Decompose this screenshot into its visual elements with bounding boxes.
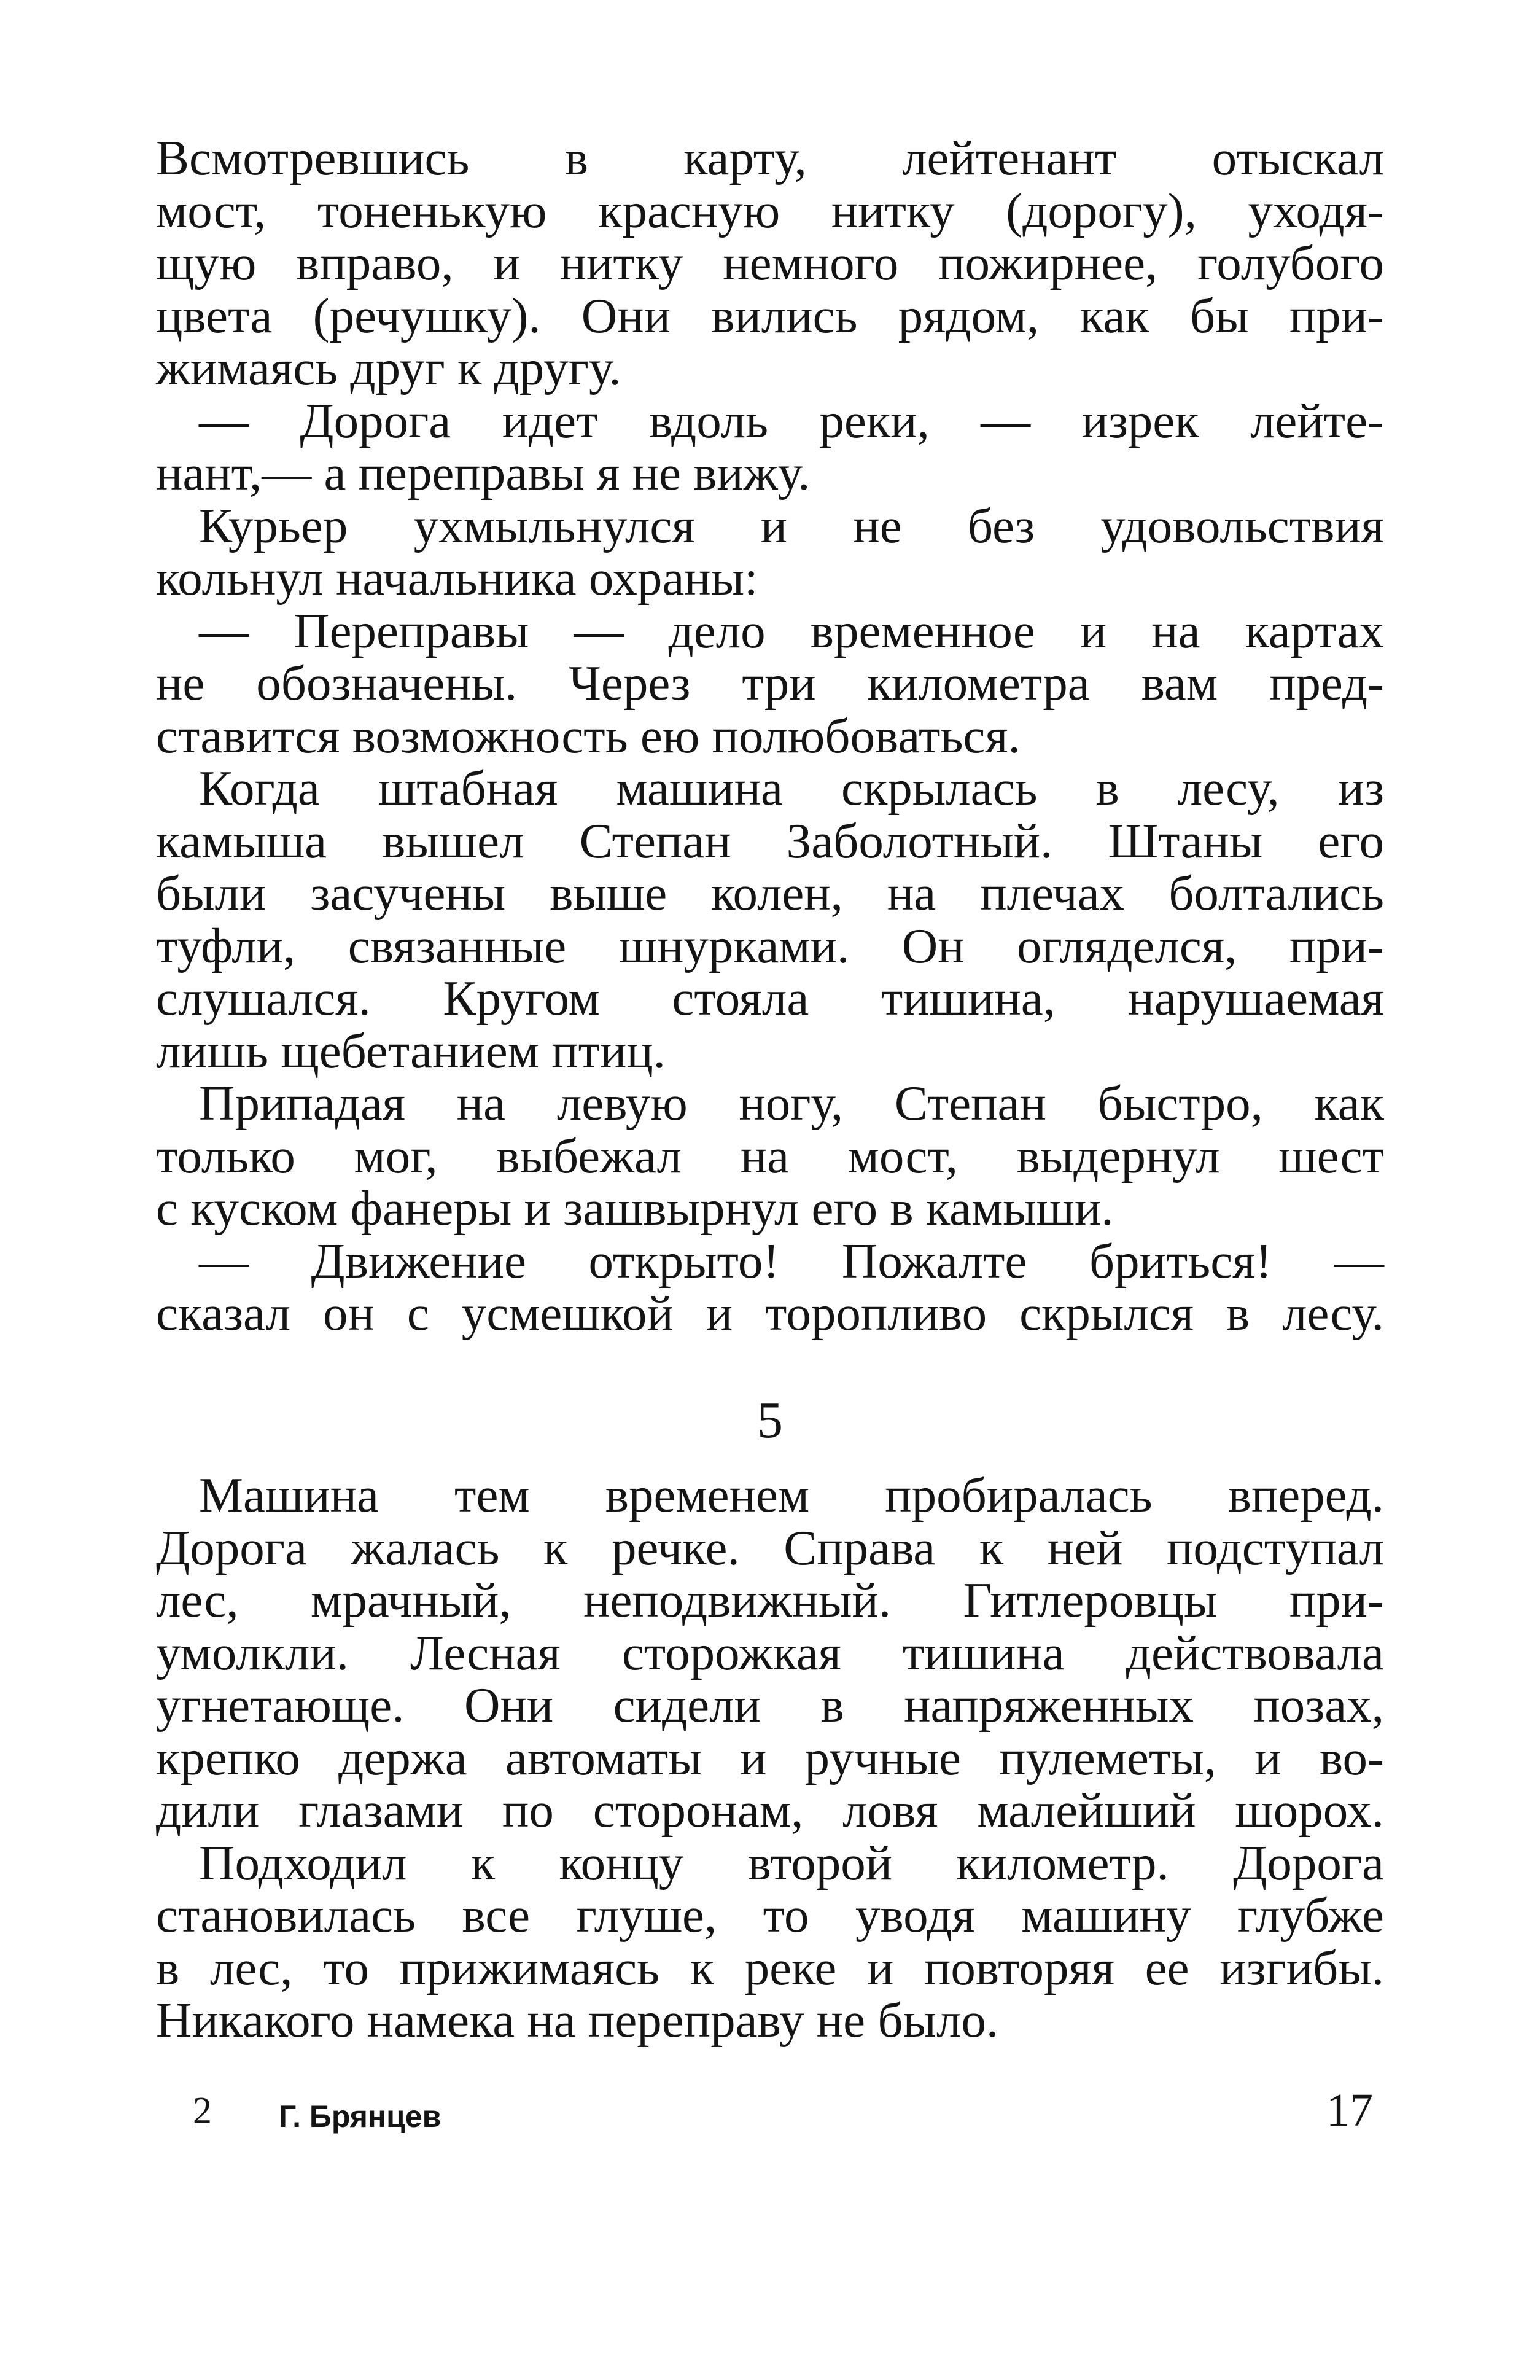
text-line: были засучены выше колен, на плечах болтались: [156, 865, 1384, 921]
text-line: Дорога жалась к речке. Справа к ней подступал: [156, 1520, 1384, 1575]
text-line: Подходил к концу второй километр. Дорога: [199, 1835, 1384, 1890]
text-block-after-section: [156, 1469, 1384, 2047]
text-line: щую вправо, и нитку немного пожирнее, голубого: [156, 235, 1384, 291]
text-line: не обозначены. Через три километра вам пред-: [156, 655, 1384, 711]
text-line: Машина тем временем пробиралась вперед.: [199, 1467, 1384, 1523]
text-line: Никакого намека на переправу не было.: [156, 1992, 999, 2048]
text-line: — Дорога идет вдоль реки, — изрек лейте-: [199, 392, 1384, 448]
text-line: становилась все глуше, то уводя машину глубже: [156, 1887, 1384, 1943]
text-line: слушался. Кругом стояла тишина, нарушаемая: [156, 970, 1384, 1026]
text-line: в лес, то прижимаясь к реке и повторяя ее изгибы.: [156, 1940, 1384, 1996]
text-line: только мог, выбежал на мост, выдернул шест: [156, 1128, 1384, 1184]
text-line: цвета (речушку). Они вились рядом, как бы при-: [156, 287, 1384, 343]
text-block-before-section: [156, 132, 1384, 1340]
text-line: Когда штабная машина скрылась в лесу, из: [199, 760, 1384, 816]
text-line: лишь щебетанием птиц.: [156, 1023, 666, 1079]
text-line: туфли, связанные шнурками. Он огляделся, при-: [156, 918, 1384, 973]
signature-mark: 2: [193, 2090, 212, 2132]
text-line: дили глазами по сторонам, ловя малейший шорох.: [156, 1782, 1384, 1838]
text-line: кольнул начальника охраны:: [156, 550, 758, 606]
text-line: жимаясь друг к другу.: [156, 340, 621, 396]
text-line: с куском фанеры и зашвырнул его в камыши.: [156, 1180, 1114, 1236]
text-line: угнетающе. Они сидели в напряженных позах,: [156, 1677, 1384, 1733]
text-line: камыша вышел Степан Заболотный. Штаны его: [156, 813, 1384, 868]
text-line: ставится возможность ею полюбоваться.: [156, 708, 1021, 763]
text-line: Всмотревшись в карту, лейтенант отыскал: [156, 130, 1384, 185]
text-line: лес, мрачный, неподвижный. Гитлеровцы при-: [156, 1572, 1384, 1628]
text-line: — Движение открыто! Пожалте бриться! —: [199, 1233, 1384, 1289]
text-line: сказал он с усмешкой и торопливо скрылся в лесу.: [156, 1286, 1384, 1341]
text-line: крепко держа автоматы и ручные пулеметы, и во-: [156, 1730, 1384, 1785]
text-line: нант,— а переправы я не вижу.: [156, 445, 811, 501]
page-footer: [156, 2083, 1384, 2145]
page-number: 17: [1326, 2085, 1373, 2136]
text-line: Курьер ухмыльнулся и не без удовольствия: [199, 497, 1384, 553]
section-number: 5: [757, 1392, 783, 1449]
text-line: мост, тоненькую красную нитку (дорогу), уходя-: [156, 182, 1384, 238]
signature-author: Г. Брянцев: [279, 2099, 441, 2134]
text-line: — Переправы — дело временное и на картах: [199, 603, 1384, 658]
text-line: Припадая на левую ногу, Степан быстро, как: [199, 1075, 1384, 1131]
text-line: умолкли. Лесная сторожкая тишина действовала: [156, 1625, 1384, 1680]
